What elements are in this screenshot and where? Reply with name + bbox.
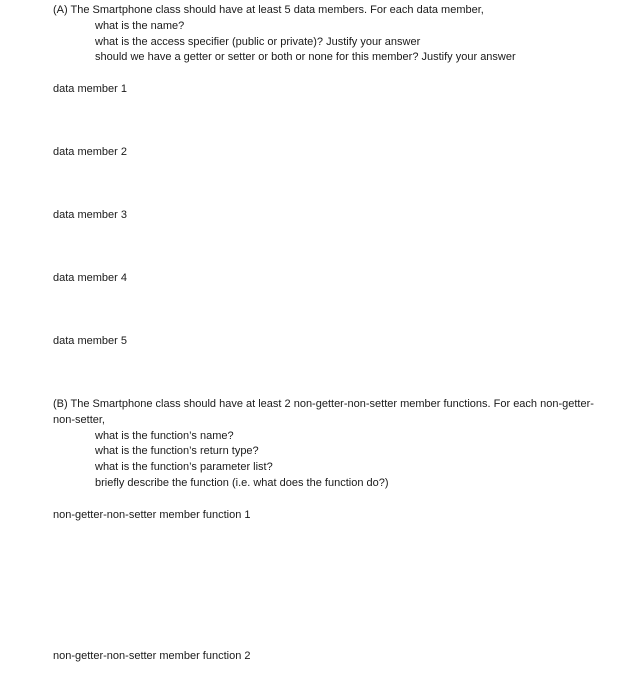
function-2-label: non-getter-non-setter member function 2: [53, 650, 251, 662]
section-a-question-3: should we have a getter or setter or both or none for this member? Justify your answer: [95, 51, 516, 63]
section-a-heading: (A) The Smartphone class should have at least 5 data members. For each data member,: [53, 4, 484, 16]
section-b-question-2: what is the function’s return type?: [95, 445, 259, 457]
section-a-question-1: what is the name?: [95, 20, 185, 32]
data-member-3-label: data member 3: [53, 209, 127, 221]
section-b-heading: (B) The Smartphone class should have at least 2 non-getter-non-setter member functions. For each non-getter-non-setter,: [53, 398, 594, 426]
data-member-2-label: data member 2: [53, 146, 127, 158]
section-b-question-1: what is the function’s name?: [95, 430, 234, 442]
section-a-question-2: what is the access specifier (public or private)? Justify your answer: [95, 36, 421, 48]
data-member-1-label: data member 1: [53, 83, 127, 95]
section-b-question-4: briefly describe the function (i.e. what does the function do?): [95, 477, 389, 489]
data-member-5-label: data member 5: [53, 335, 127, 347]
section-b-question-3: what is the function’s parameter list?: [95, 461, 273, 473]
function-1-label: non-getter-non-setter member function 1: [53, 509, 251, 521]
data-member-4-label: data member 4: [53, 272, 127, 284]
